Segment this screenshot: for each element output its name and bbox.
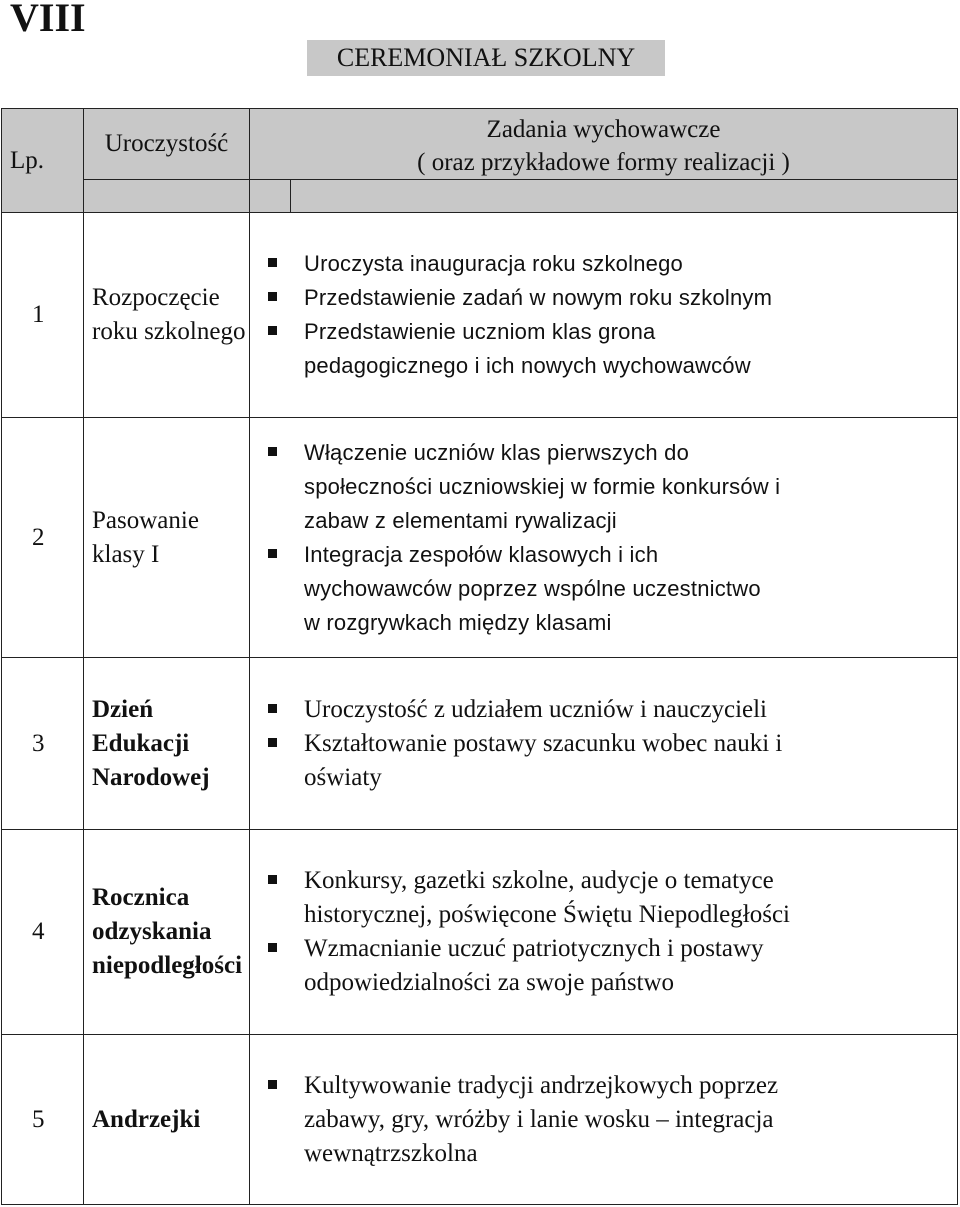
event-name <box>84 658 250 830</box>
document-title: CEREMONIAŁ SZKOLNY <box>307 40 665 76</box>
square-bullet-icon <box>268 549 277 558</box>
event-name-line: Edukacji <box>92 729 190 757</box>
task-text-line: odpowiedzialności za swoje państwo <box>304 969 675 996</box>
square-bullet-icon <box>268 943 277 952</box>
square-bullet-icon <box>268 1080 277 1089</box>
task-text-line: społeczności uczniowskiej w formie konkursów i <box>304 473 781 499</box>
row-number: 5 <box>2 1035 84 1205</box>
table-row <box>2 418 958 658</box>
task-text-line: w rozgrywkach między klasami <box>304 609 612 635</box>
task-text-line: Wzmacnianie uczuć patriotycznych i postawy <box>304 935 764 962</box>
task-text-line: Uroczysta inauguracja roku szkolnego <box>304 251 683 276</box>
ceremony-table <box>1 108 958 1205</box>
square-bullet-icon <box>268 875 277 884</box>
square-bullet-icon <box>268 258 277 267</box>
table-row <box>2 830 958 1035</box>
task-text-line: Włączenie uczniów klas pierwszych do <box>304 439 690 465</box>
subheader-cell <box>291 180 958 213</box>
task-list <box>268 1069 957 1171</box>
event-name-line: niepodległości <box>92 952 243 979</box>
row-number: 3 <box>2 658 84 830</box>
event-name-line: Rocznica <box>92 884 190 911</box>
task-item <box>268 315 957 383</box>
header-lp: Lp. <box>2 109 84 213</box>
header-event: Uroczystość <box>84 109 250 180</box>
chapter-number: VIII <box>10 0 86 40</box>
event-name-line: Dzień <box>92 695 154 723</box>
task-item <box>268 436 957 538</box>
subheader-cell <box>84 180 250 213</box>
task-item <box>268 727 957 795</box>
event-name-line: Narodowej <box>92 763 210 791</box>
task-item <box>268 864 957 932</box>
task-text-line: Integracja zespołów klasowych i ich <box>304 541 659 567</box>
task-list <box>268 693 957 795</box>
square-bullet-icon <box>268 326 277 335</box>
task-item <box>268 247 957 281</box>
task-cell <box>250 830 958 1035</box>
event-name-line: roku szkolnego <box>92 318 246 345</box>
row-number: 2 <box>2 418 84 658</box>
event-name <box>84 1035 250 1205</box>
square-bullet-icon <box>268 704 277 713</box>
square-bullet-icon <box>268 738 277 747</box>
task-list <box>268 247 957 383</box>
task-item <box>268 932 957 1000</box>
task-list <box>268 436 957 640</box>
header-tasks-line1: Zadania wychowawcze <box>486 116 721 143</box>
task-list <box>268 864 957 1000</box>
task-text-line: wewnątrzszkolna <box>304 1139 478 1167</box>
task-item <box>268 538 957 640</box>
task-item <box>268 281 957 315</box>
table-row <box>2 213 958 418</box>
task-item <box>268 1069 957 1171</box>
square-bullet-icon <box>268 447 277 456</box>
event-name-line: Andrzejki <box>92 1105 201 1133</box>
task-text-line: Konkursy, gazetki szkolne, audycje o tematyce <box>304 867 774 894</box>
event-name-line: odzyskania <box>92 918 212 945</box>
task-text-line: Uroczystość z udziałem uczniów i nauczycieli <box>304 695 768 723</box>
row-number: 4 <box>2 830 84 1035</box>
task-text-line: Kultywowanie tradycji andrzejkowych poprzez <box>304 1071 779 1099</box>
table-body <box>2 213 958 1205</box>
task-text-line: Przedstawienie zadań w nowym roku szkolnym <box>304 285 773 310</box>
task-item <box>268 693 957 727</box>
task-cell <box>250 658 958 830</box>
row-number: 1 <box>2 213 84 418</box>
task-text-line: zabawy, gry, wróżby i lanie wosku – integracja <box>304 1105 774 1133</box>
event-name <box>84 418 250 658</box>
task-cell <box>250 1035 958 1205</box>
task-text-line: oświaty <box>304 763 382 791</box>
header-tasks-line2: ( oraz przykładowe formy realizacji ) <box>417 149 790 176</box>
task-cell <box>250 418 958 658</box>
task-text-line: wychowawców poprzez wspólne uczestnictwo <box>304 575 761 601</box>
table-row <box>2 1035 958 1205</box>
subheader-cell <box>250 180 291 213</box>
header-tasks <box>250 109 958 180</box>
event-name-line: Pasowanie <box>92 506 199 534</box>
task-text-line: pedagogicznego i ich nowych wychowawców <box>304 353 751 378</box>
task-cell <box>250 213 958 418</box>
task-text-line: Kształtowanie postawy szacunku wobec nauki i <box>304 729 783 757</box>
table-subheader-row <box>2 180 958 213</box>
event-name-line: Rozpoczęcie <box>92 284 220 311</box>
table-header-row <box>2 109 958 180</box>
table-row <box>2 658 958 830</box>
task-text-line: historycznej, poświęcone Świętu Niepodległości <box>304 901 790 928</box>
task-text-line: Przedstawienie uczniom klas grona <box>304 319 656 344</box>
event-name-line: klasy I <box>92 540 160 568</box>
event-name <box>84 213 250 418</box>
square-bullet-icon <box>268 292 277 301</box>
task-text-line: zabaw z elementami rywalizacji <box>304 507 617 533</box>
event-name <box>84 830 250 1035</box>
